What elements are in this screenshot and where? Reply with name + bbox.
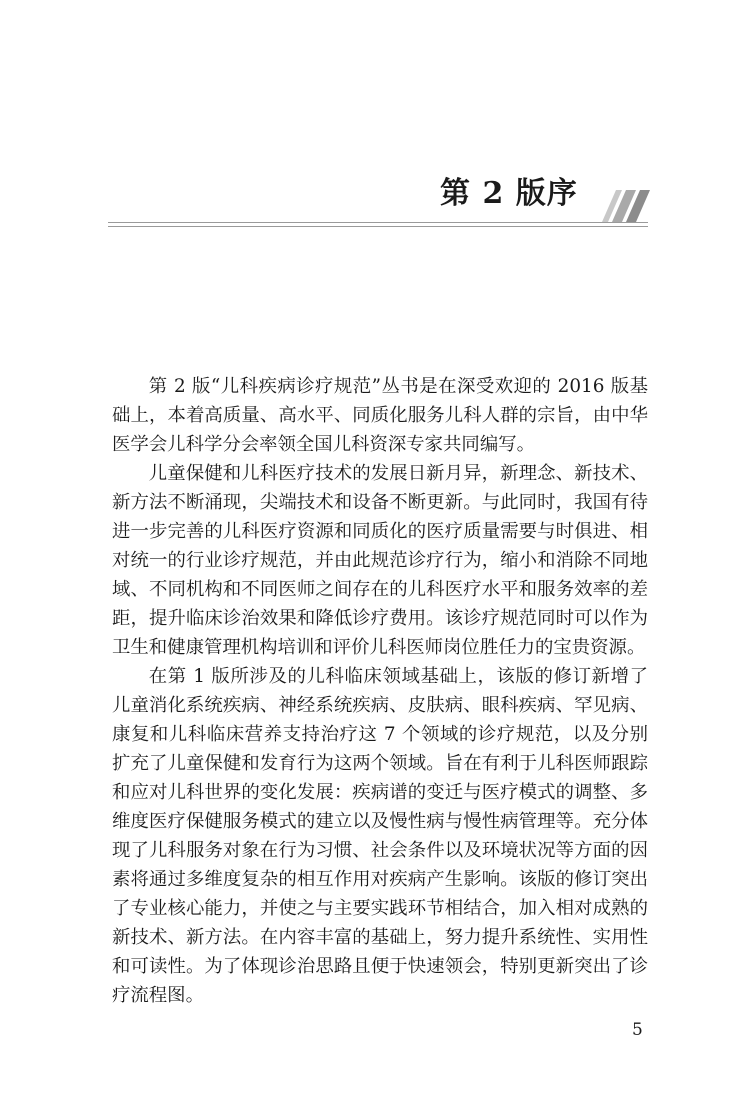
title-rule-bottom — [108, 226, 648, 227]
preface-body — [112, 372, 648, 1010]
page-number: 5 — [632, 1020, 643, 1040]
paragraph: 在第 1 版所涉及的儿科临床领域基础上，该版的修订新增了儿童消化系统疾病、神经系统疾病、皮肤病、眼科疾病、罕见病、康复和儿科临床营养支持治疗这 7 个领域的诊疗规范，以及分别扩充了儿童保健和发育行为这两个领域。旨在有利于儿科医师跟踪和应对儿科世界的变化发展：疾病谱的变迁与医疗模式的调整、多维度医疗保健服务模式的建立以及慢性病与慢性病管理等。充分体现了儿科服务对象在行为习惯、社会条件以及环境状况等方面的因素将通过多维度复杂的相互作用对疾病产生影响。该版的修订突出了专业核心能力，并使之与主要实践环节相结合，加入相对成熟的新技术、新方法。在内容丰富的基础上，努力提升系统性、实用性和可读性。为了体现诊治思路且便于快速领会，特别更新突出了诊疗流程图。 — [112, 666, 648, 1006]
page-title: 第 2 版序 — [440, 176, 578, 211]
title-rule-top — [108, 222, 648, 223]
paragraph: 儿童保健和儿科医疗技术的发展日新月异，新理念、新技术、新方法不断涌现，尖端技术和设备不断更新。与此同时，我国有待进一步完善的儿科医疗资源和同质化的医疗质量需要与时俱进、相对统一的行业诊疗规范，并由此规范诊疗行为，缩小和消除不同地域、不同机构和不同医师之间存在的儿科医疗水平和服务效率的差距，提升临床诊治效果和降低诊疗费用。该诊疗规范同时可以作为卫生和健康管理机构培训和评价儿科医师岗位胜任力的宝贵资源。 — [112, 463, 648, 658]
title-decoration-stripes — [594, 184, 650, 224]
paragraph: 第 2 版“儿科疾病诊疗规范”丛书是在深受欢迎的 2016 版基础上，本着高质量、高水平、同质化服务儿科人群的宗旨，由中华医学会儿科学分会率领全国儿科资深专家共同编写。 — [112, 376, 648, 455]
